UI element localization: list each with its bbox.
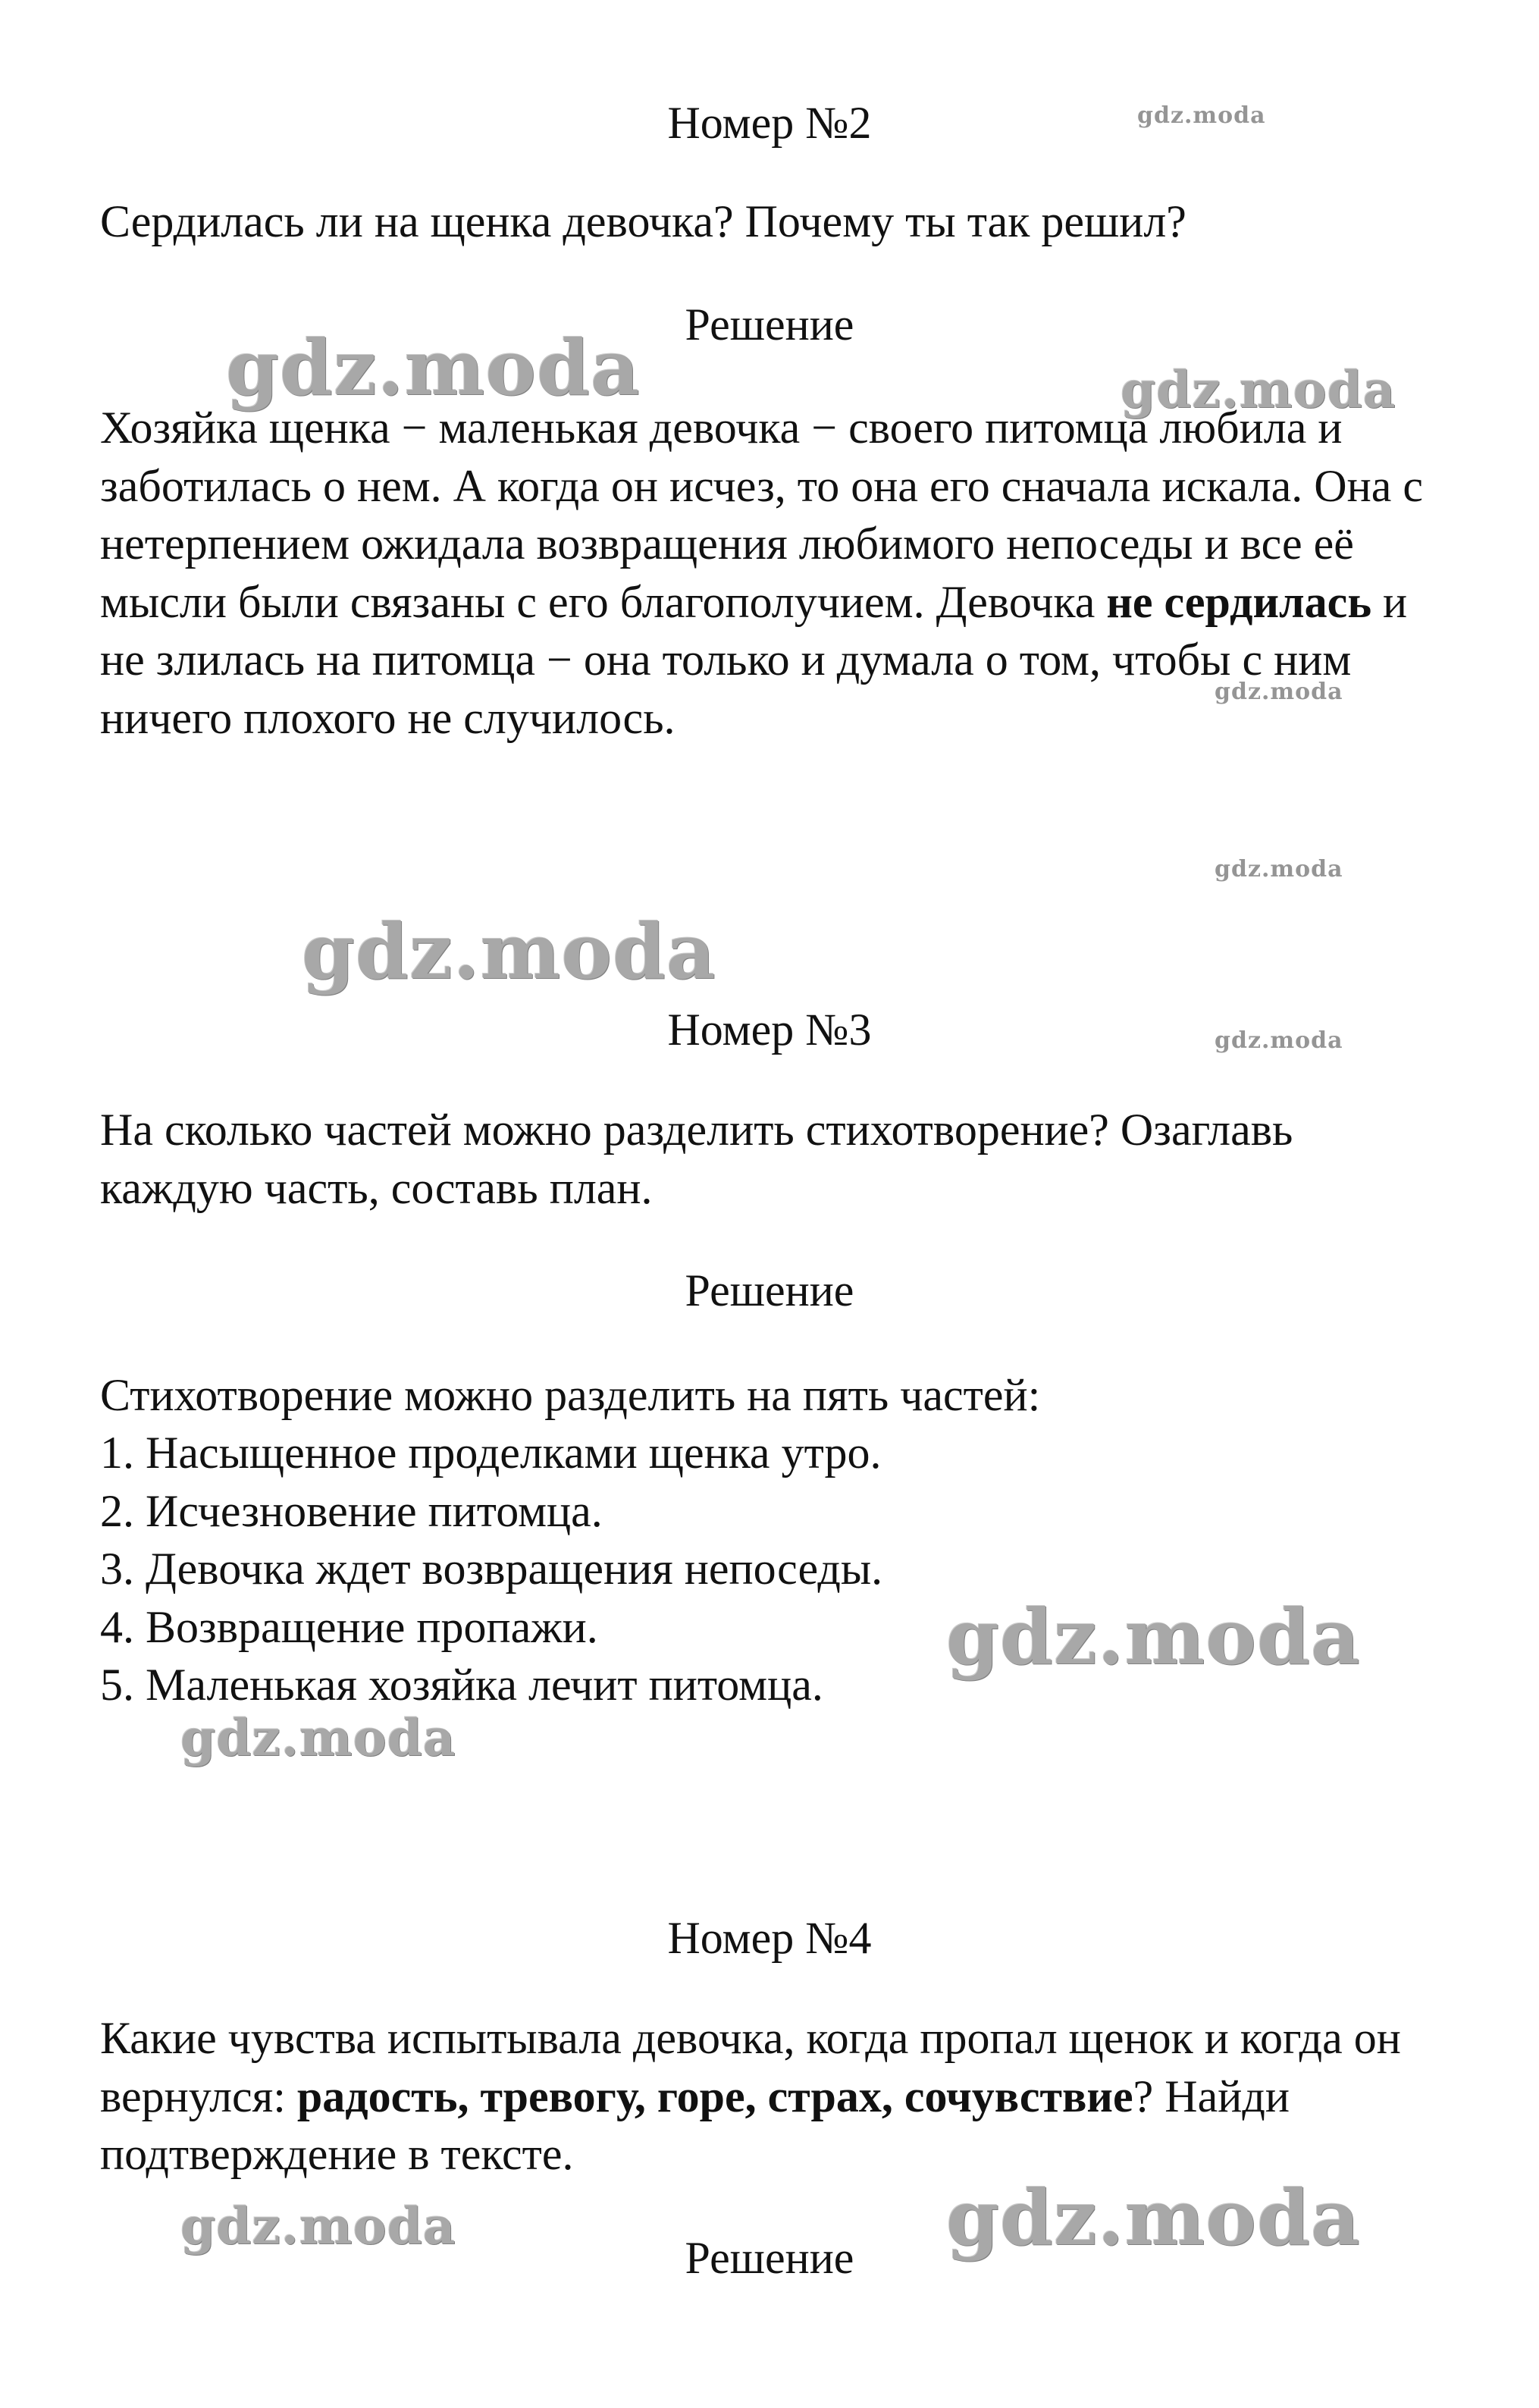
section-title-n4: Номер №4 [667, 1913, 872, 1963]
section-title-n2: Номер №2 [667, 98, 872, 148]
plan-item: 2. Исчезновение питомца. [100, 1485, 603, 1536]
question-n3: На сколько частей можно разделить стихотворение? Озаглавь каждую часть, составь план. [100, 1105, 1293, 1213]
plan-item: 1. Насыщенное проделками щенка утро. [100, 1428, 882, 1478]
watermark-text: gdz.moda [1137, 102, 1266, 129]
watermark-text: gdz.moda [1215, 1027, 1343, 1054]
plan-item: 4. Возвращение пропажи. [100, 1601, 598, 1652]
answer-n2-bold: не сердилась [1106, 576, 1372, 627]
answer-n2-text-2: и не злилась на питомца − она только и думала о том, чтобы с ним ничего плохого не случилось. [100, 576, 1408, 743]
plan-item: 5. Маленькая хозяйка лечит питомца. [100, 1660, 823, 1710]
question-n4 [100, 2009, 1434, 2184]
question-n2: Сердилась ли на щенка девочка? Почему ты так решил? [100, 196, 1186, 246]
solution-label-n2: Решение [685, 299, 854, 350]
watermark-text: gdz.moda [1215, 856, 1343, 883]
question-n4-text-2: ? Найди подтверждение в тексте. [100, 2071, 1290, 2179]
solution-label-n3: Решение [685, 1265, 854, 1315]
watermark-text: gdz.moda [302, 907, 716, 996]
watermark-text: gdz.moda [226, 323, 641, 412]
watermark-text: gdz.moda [180, 2196, 456, 2256]
watermark-text: gdz.moda [1121, 360, 1396, 419]
answer-n2 [100, 399, 1434, 747]
section-title-n3: Номер №3 [667, 1005, 872, 1055]
watermark-text: gdz.moda [946, 1592, 1361, 1682]
answer-n2-text-1: Хозяйка щенка − маленькая девочка − своего питомца любила и заботилась о нем. А когда он исчез, то она его сначала искала. Она с нетерпением ожидала возвращения любимого непоседы и все её мысли были связаны с его благополучием. Девочка [100, 403, 1423, 627]
watermark-text: gdz.moda [180, 1708, 456, 1767]
question-n4-bold: радость, тревогу, горе, страх, сочувствие [296, 2071, 1133, 2121]
question-n4-text-1: Какие чувства испытывала девочка, когда пропал щенок и когда он вернулся: [100, 2013, 1401, 2121]
plan-item: 3. Девочка ждет возвращения непоседы. [100, 1544, 883, 1594]
plan-list [100, 1424, 1434, 1714]
watermark-text: gdz.moda [1215, 679, 1343, 705]
answer-n3-intro: Стихотворение можно разделить на пять частей: [100, 1370, 1041, 1420]
solution-label-n4: Решение [685, 2233, 854, 2283]
watermark-text: gdz.moda [946, 2173, 1361, 2262]
